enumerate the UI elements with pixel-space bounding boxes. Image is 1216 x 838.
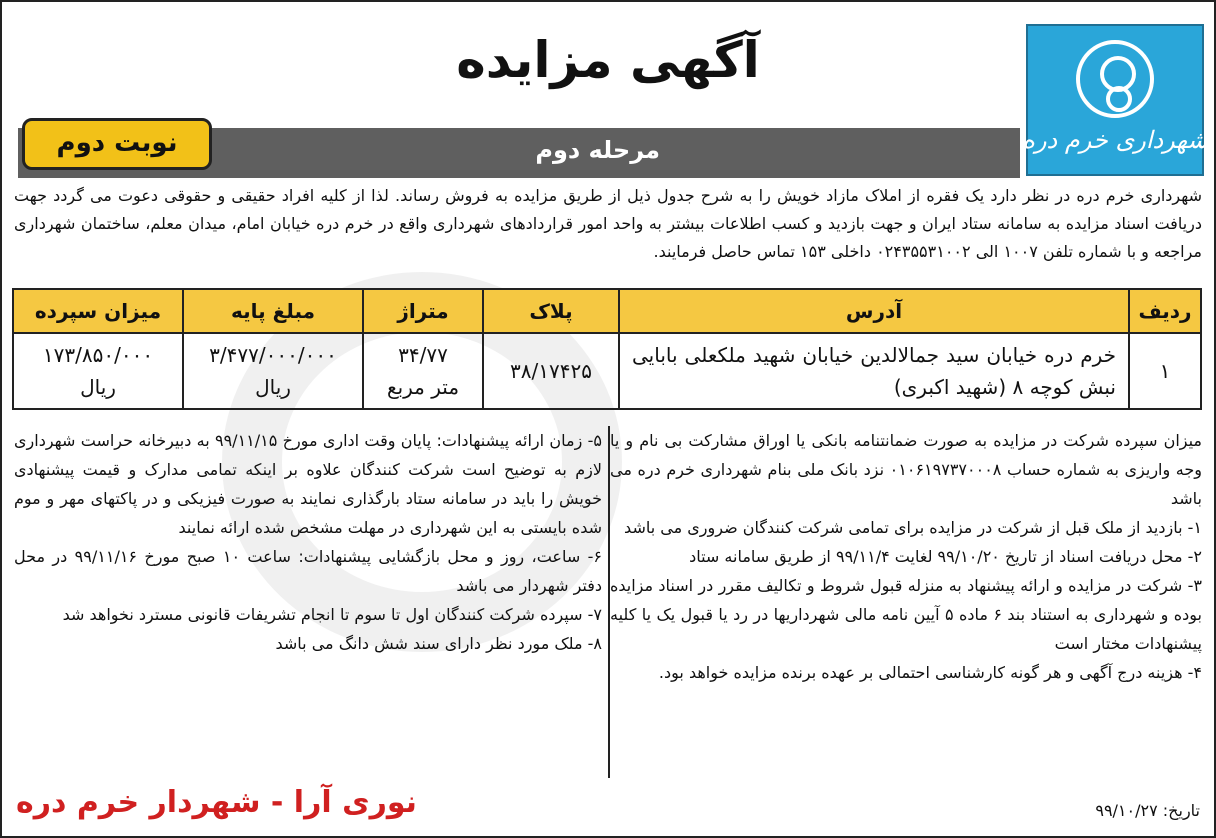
row-area-cell (363, 333, 483, 409)
terms-right-column (610, 426, 1202, 687)
terms-left-column (14, 426, 602, 658)
property-table (12, 288, 1202, 410)
table-row (13, 333, 1201, 409)
row-deposit-cell (13, 333, 183, 409)
stage-label: مرحله دوم (535, 136, 660, 164)
term-3: ۳- شرکت در مزایده و ارائه پیشنهاد به منزله قبول شروط و تکالیف مقرر در اسناد مزایده بوده و شهرداری به استناد بند ۶ ماده ۵ آیین نامه مالی شهرداریها در رد یا قبول یک یا کلیه پیشنهادات مختار است (610, 576, 1203, 653)
term-7: ۷- سپرده شرکت کنندگان اول تا سوم تا انجام تشریفات قانونی مسترد نخواهد شد (62, 605, 602, 624)
header-deposit: میزان سپرده (13, 289, 183, 333)
header-area: متراژ (363, 289, 483, 333)
municipality-logo (1022, 24, 1208, 176)
mayor-signature: نوری آرا - شهردار خرم دره (16, 785, 417, 820)
logo-icon (1076, 40, 1154, 118)
term-5: ۵- زمان ارائه پیشنهادات: پایان وقت اداری مورخ ۹۹/۱۱/۱۵ به دبیرخانه حراست شهرداری لازم به توضیح است شرکت کنندگان علاوه بر اینکه تمامی مدارک و قیمت پیشنهادی خویش را باید در سامانه ستاد بارگذاری نمایند به صورت فیزیکی و در پاکتهای مهر و موم شده بایستی به این شهرداری در مهلت مشخص شده ارائه نمایند (14, 431, 602, 537)
row-plaque: ۳۸/۱۷۴۲۵ (483, 333, 619, 409)
notice-date: تاریخ: ۹۹/۱۰/۲۷ (1095, 801, 1200, 820)
header-index: ردیف (1129, 289, 1201, 333)
row-base-price-unit: ریال (255, 375, 291, 399)
table-header-row (13, 289, 1201, 333)
term-4: ۴- هزینه درج آگهی و هر گونه کارشناسی احتمالی بر عهده برنده مزایده خواهد بود. (658, 663, 1202, 682)
logo-text: شهرداری خرم دره (1022, 126, 1208, 154)
row-index: ۱ (1129, 333, 1201, 409)
intro-paragraph: شهرداری خرم دره در نظر دارد یک فقره از املاک مازاد خویش را به شرح جدول ذیل از طریق مزایده به فروش رساند. لذا از کلیه افراد حقیقی و حقوقی دعوت می گردد جهت دریافت اسناد مزایده به سامانه ستاد ایران و جهت بازدید و کسب اطلاعات بیشتر به واحد امور قراردادهای شهرداری واقع در خرم دره خیابان امام، میدان معلم، ساختمان شهرداری مراجعه و با شماره تلفن ۱۰۰۷ الی ۰۲۴۳۵۵۳۱۰۰۲ داخلی ۱۵۳ تماس حاصل فرمایند. (14, 186, 1202, 261)
term-6: ۶- ساعت، روز و محل بازگشایی پیشنهادات: ساعت ۱۰ صبح مورخ ۹۹/۱۱/۱۶ در محل دفتر شهردار می باشد (14, 547, 603, 595)
header-plaque: پلاک (483, 289, 619, 333)
row-base-price-cell (183, 333, 363, 409)
row-area-unit: متر مربع (386, 375, 460, 399)
turn-badge: نوبت دوم (22, 118, 212, 170)
row-base-price: ۳/۴۷۷/۰۰۰/۰۰۰ (209, 343, 337, 367)
header-base-price: مبلغ پایه (183, 289, 363, 333)
term-1: ۱- بازدید از ملک قبل از شرکت در مزایده برای تمامی شرکت کنندگان ضروری می باشد (624, 518, 1202, 537)
row-area: ۳۴/۷۷ (398, 343, 448, 367)
header-address: آدرس (619, 289, 1129, 333)
term-8: ۸- ملک مورد نظر دارای سند شش دانگ می باشد (275, 634, 602, 653)
row-deposit-unit: ریال (80, 375, 116, 399)
column-divider (608, 426, 610, 778)
row-deposit: ۱۷۳/۸۵۰/۰۰۰ (42, 343, 154, 367)
page-title: آگهی مزایده (456, 31, 760, 89)
deposit-terms: میزان سپرده شرکت در مزایده به صورت ضمانتنامه بانکی یا اوراق مشارکت بی نام و یا وجه واریزی به شماره حساب ۰۱۰۶۱۹۷۳۷۰۰۰۸ نزد بانک ملی بنام شهرداری خرم دره می باشد (610, 431, 1202, 508)
row-address: خرم دره خیابان سید جمالالدین خیابان شهید ملکعلی بابایی نبش کوچه ۸ (شهید اکبری) (619, 333, 1129, 409)
term-2: ۲- محل دریافت اسناد از تاریخ ۹۹/۱۰/۲۰ لغایت ۹۹/۱۱/۴ از طریق سامانه ستاد (689, 547, 1202, 566)
